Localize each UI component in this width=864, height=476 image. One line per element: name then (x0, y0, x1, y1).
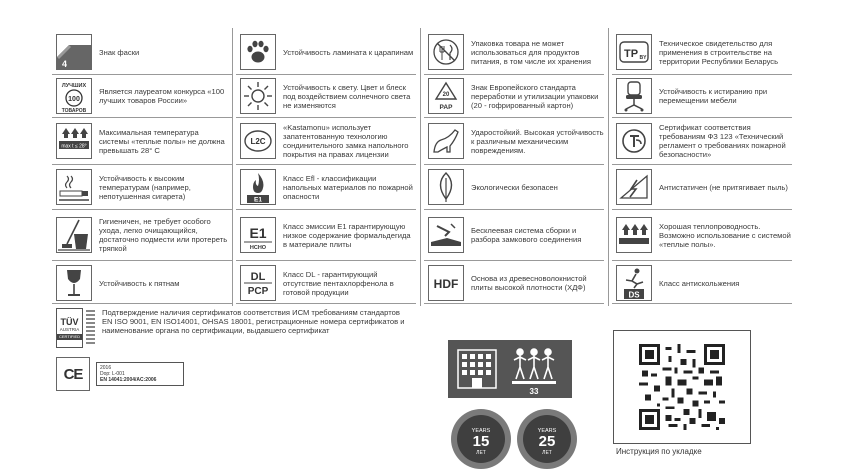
cigarette-text: Устойчивость к высоким температурам (например, непотушенная сигарета) (99, 173, 191, 201)
hdf-label: HDF (433, 277, 459, 291)
flame-text: Класс Efl - классификации напольных материалов по пожарной опасности (283, 173, 413, 201)
eco-row (428, 168, 604, 206)
chamfer-number: 4 (62, 59, 68, 69)
hdf-icon (428, 265, 464, 301)
ds-slip-icon (616, 265, 652, 301)
chamfer-text: Знак фаски (99, 47, 140, 57)
tuv-qr-icon (86, 308, 95, 344)
antistatic-text: Антистатичен (не притягивает пыль) (659, 182, 788, 192)
l2c-label: L2C (250, 137, 266, 146)
tr-by-icon (616, 34, 652, 70)
warranty-15-bottom: ЛЕТ (476, 450, 486, 456)
pcp-label: PCP (247, 286, 269, 297)
by-label: BY (639, 55, 647, 61)
antistatic-icon (616, 169, 652, 205)
svg-text:ТОВАРОВ: ТОВАРОВ (61, 108, 87, 113)
usage-class-icon (448, 340, 572, 398)
tuv-label: TÜV (60, 316, 79, 327)
cigarette-row (56, 168, 228, 206)
glueless-text: Бесклеевая система сборки и разбора замкового соединения (471, 226, 582, 244)
office-chair-icon (616, 78, 652, 114)
l2c-text: «Kastamonu» использует запатентованную технологию сондинительного замка напольного покрытия на правах лицензии (283, 123, 409, 159)
svg-text:100: 100 (68, 96, 80, 103)
tuv-row (56, 308, 412, 350)
heated-floor-text: Максимальная температура системы «теплые полы» не должна превышать 28° С (99, 127, 225, 155)
hcho-label: HCHO (249, 245, 267, 251)
anti-slip-text: Класс антискольжения (659, 278, 740, 288)
emission-row (240, 213, 416, 257)
mop-bucket-text: Гигиеничен, не требует особого ухода, легко очищающийся, достаточно подмести или протереть тряпкой (99, 217, 228, 253)
pcp-text: Класс DL - гарантирующий отсутствие пентахлорфенола в готовой продукции (283, 269, 394, 297)
warranty-25-top: YEARS (537, 428, 557, 434)
l2c-row (240, 121, 416, 161)
light-text: Устойчивость к свету. Цвет и блеск под воздействием солнечного света не изменяются (283, 82, 411, 110)
ce-icon (56, 357, 90, 391)
mop-bucket-icon (56, 217, 92, 253)
fire-cert-icon (616, 123, 652, 159)
paw-icon (240, 34, 276, 70)
emission-text: Класс эмиссии E1 гарантирующую низкое содержание формальдегида в материале плиты (283, 221, 411, 249)
fire-cert-text: Сертификат соответствия требованиям ФЗ 123 «Технический регламент о требованиях пожарной безопасности» (659, 123, 786, 159)
abrasion-text: Устойчивость к истиранию при перемещении мебели (659, 87, 768, 105)
pcp-row (240, 264, 416, 302)
impact-row (428, 121, 604, 161)
sun-icon (240, 78, 276, 114)
flame-e1-label: E1 (254, 196, 262, 204)
warranty-25-icon (516, 408, 578, 470)
high-heel-icon (428, 123, 464, 159)
ce-info (96, 362, 184, 386)
tr-by-text: Техническое свидетельство для применения в строительстве на территории Республики Беларусь (659, 38, 779, 66)
tuv-certified-label: CERTIFIED (59, 333, 81, 339)
ce-year: 2016 (100, 365, 112, 371)
flame-row (240, 168, 416, 206)
anti-slip-row (616, 264, 792, 302)
ce-label: CE (63, 365, 83, 383)
tr-by-row (616, 33, 792, 71)
recycle-row (428, 77, 604, 115)
scratch-row (240, 33, 416, 71)
qr-code-icon (639, 344, 725, 430)
no-food-text: Упаковка товара не может использоваться для продуктов питания, в том числе их хранения (471, 38, 591, 66)
pap-label: PAP (439, 104, 453, 111)
warranty-15-number: 15 (472, 433, 490, 450)
eco-text: Экологически безопасен (471, 182, 558, 192)
best-100-row (56, 77, 228, 115)
abrasion-row (616, 77, 792, 115)
heated-floor-row (56, 121, 228, 161)
heat-conduct-row (616, 213, 792, 257)
flame-e1-icon (240, 169, 276, 205)
scratch-text: Устойчивость ламината к царапинам (283, 47, 414, 57)
heated-floor-icon (56, 123, 92, 159)
tuv-icon (56, 308, 83, 348)
usage-class-label: 33 (529, 387, 539, 396)
warranty-25-number: 25 (538, 433, 556, 450)
leaf-icon (428, 169, 464, 205)
light-row (240, 77, 416, 115)
tuv-austria-label: AUSTRIA (59, 326, 80, 332)
heat-conduct-text: Хорошая теплопроводность. Возможно использование с системой «теплые полы». (659, 221, 791, 249)
tr-label: TP (623, 48, 639, 60)
recycle-number: 20 (442, 92, 450, 98)
warranty-25-bottom: ЛЕТ (542, 450, 552, 456)
stain-text: Устойчивость к пятнам (99, 278, 180, 288)
recycle-pap-icon (428, 78, 464, 114)
qr-caption: Инструкция по укладке (616, 447, 702, 456)
hdf-row (428, 264, 604, 302)
wine-glass-icon (56, 265, 92, 301)
l2c-icon (240, 123, 276, 159)
tuv-text: Подтверждение наличия сертификатов соответствия ИСМ требованиям стандартов EN ISO 9001, EN ISO14001, OHSAS 18001, регистрационные номера сертификатов и наименование органа по сертификации, выдавшего сертификат (101, 308, 405, 335)
ce-row (56, 356, 196, 392)
warranty-15-icon (450, 408, 512, 470)
hdf-text: Основа из древесноволокнистой плиты высокой плотности (ХДФ) (471, 274, 587, 292)
impact-text: Ударостойкий. Высокая устойчивость к различным механическим повреждениям. (471, 127, 604, 155)
no-food-icon (428, 34, 464, 70)
mop-bucket-row (56, 213, 228, 257)
antistatic-row (616, 168, 792, 206)
best-100-icon (56, 78, 92, 114)
qr-code-box (613, 330, 751, 444)
heated-floor-label: max t ≤ 28° (61, 143, 87, 150)
warranty-15-top: YEARS (471, 428, 491, 434)
e1-hcho-icon (240, 217, 276, 253)
glueless-icon (428, 217, 464, 253)
ce-dop: Dop: L-001 (100, 371, 125, 377)
stain-row (56, 264, 228, 302)
recycle-text: Знак Европейского стандарта переработки и утилизации упаковки (20 - гофрированный картон) (471, 82, 599, 110)
ce-standard: EN 14041:2004/AC:2006 (100, 377, 157, 383)
dl-pcp-icon (240, 265, 276, 301)
chamfer-row (56, 33, 228, 71)
glueless-row (428, 213, 604, 257)
no-food-row (428, 33, 604, 71)
e1-label: E1 (249, 225, 267, 241)
fire-cert-row (616, 121, 792, 161)
chamfer-icon (56, 34, 92, 70)
ds-label: DS (628, 290, 640, 300)
dl-label: DL (250, 271, 266, 283)
cigarette-icon (56, 169, 92, 205)
heat-conduct-icon (616, 217, 652, 253)
best-100-text: Является лауреатом конкурса «100 лучших товаров России» (99, 87, 225, 105)
svg-text:ЛУЧШИХ: ЛУЧШИХ (61, 83, 87, 89)
